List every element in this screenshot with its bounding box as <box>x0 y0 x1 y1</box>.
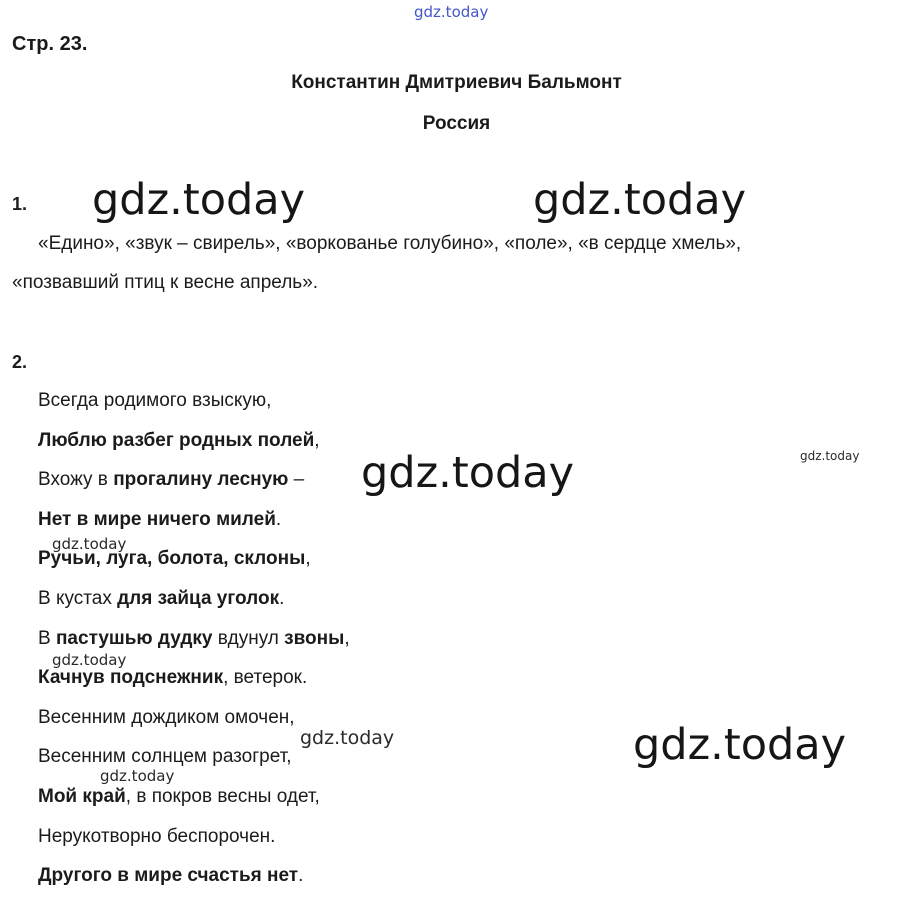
poem-line <box>38 865 303 887</box>
poem-bold-fragment: для зайца уголок <box>117 588 280 609</box>
poem-fragment: , в покров весны одет, <box>125 786 320 807</box>
poem-bold-fragment: Другого в мире счастья нет <box>38 865 299 886</box>
poem-line <box>38 469 304 491</box>
poem-fragment: вдунул <box>212 628 285 649</box>
poem-title: Россия <box>422 113 491 134</box>
watermark-small: gdz.today <box>100 767 175 785</box>
poem-fragment: Вхожу в <box>38 469 114 490</box>
poem-bold-fragment: Люблю разбег родных полей <box>38 430 315 451</box>
watermark-small: gdz.today <box>800 449 860 463</box>
watermark-top: gdz.today <box>414 3 489 21</box>
poem-line <box>38 430 320 452</box>
task-1-answer-line: «позвавший птиц к весне апрель». <box>12 272 319 293</box>
poem-fragment: – <box>288 469 305 490</box>
watermark-small: gdz.today <box>52 651 127 669</box>
poem-line <box>38 588 284 610</box>
poem-bold-fragment: прогалину лесную <box>113 469 289 490</box>
poem-bold-fragment: звоны <box>284 628 345 649</box>
poem-fragment: . <box>298 865 304 886</box>
poem-fragment: , <box>305 548 311 569</box>
page-reference: Стр. 23. <box>12 33 88 55</box>
poem-bold-fragment: Качнув подснежник <box>38 667 224 688</box>
poem-line <box>38 390 271 412</box>
poem-line <box>38 746 292 768</box>
task-2-number: 2. <box>12 352 28 372</box>
poem-fragment: Нерукотворно беспорочен. <box>38 826 276 847</box>
poem-fragment: , ветерок. <box>223 667 308 688</box>
task-1-number: 1. <box>12 194 28 214</box>
watermark-large: gdz.today <box>533 175 747 225</box>
poem-line <box>38 826 275 848</box>
poem-fragment: . <box>275 509 282 530</box>
poem-fragment: . <box>279 588 285 609</box>
watermark-small: gdz.today <box>52 535 127 553</box>
watermark-large: gdz.today <box>633 720 847 770</box>
poem-line <box>38 667 307 689</box>
poem-bold-fragment: Ручьи, луга, болота, склоны <box>38 548 306 569</box>
poem-fragment: Всегда родимого взыскую, <box>38 390 272 411</box>
task-1-answer-line: «Едино», «звук – свирель», «воркованье голубино», «поле», «в сердце хмель», <box>38 233 742 254</box>
poem-bold-fragment: Нет в мире ничего милей <box>38 509 276 530</box>
poem-line <box>38 707 295 729</box>
watermark-large: gdz.today <box>92 175 306 225</box>
poem-fragment: Весенним дождиком омочен, <box>38 707 295 728</box>
poem-line <box>38 786 320 808</box>
author-name: Константин Дмитриевич Бальмонт <box>291 72 622 93</box>
poem-bold-fragment: пастушью дудку <box>55 628 213 649</box>
poem-fragment: Весенним солнцем разогрет, <box>38 746 292 767</box>
poem-fragment: , <box>344 628 350 649</box>
watermark-small: gdz.today <box>300 727 395 749</box>
poem-fragment: В кустах <box>38 588 118 609</box>
poem-line <box>38 628 350 650</box>
poem-fragment: , <box>314 430 320 451</box>
poem-fragment: В <box>38 628 56 649</box>
watermark-large: gdz.today <box>361 448 575 498</box>
poem-bold-fragment: Мой край <box>38 786 126 807</box>
poem-line <box>38 509 281 531</box>
